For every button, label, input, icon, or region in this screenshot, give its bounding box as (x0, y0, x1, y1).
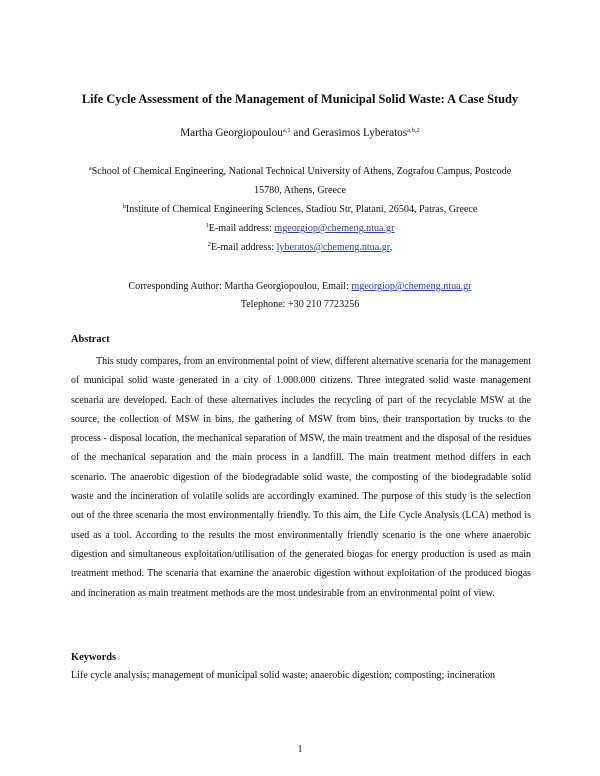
email-1-label: E-mail address: (208, 223, 275, 234)
abstract-body: This study compares, from an environmental point of view, different alternative scenaria for the management of municipal solid waste generated in a city of 1.000.000 citizens. Three integrated solid waste management scenaria are developed. Each of these alternatives includes the recycling of part of the recyclable MSW at the source, the collection of MSW in bins, the gathering of MSW from bins, their transportation by trucks to the process - disposal location, the mechanical separation of MSW, the main treatment and the disposal of the residues of the mechanical separation and the main process in a landfill. The main treatment method differs in each scenario. The anaerobic digestion of the biodegradable solid waste, the composting of the biodegradable solid waste and the incineration of volatile solids are accordingly examined. The purpose of this study is the selection out of the three scenaria the most environmentally friendly. To this aim, the Life Cycle Analysis (LCA) method is used as a tool. According to the results the most environmentally friendly scenario is the one where anaerobic digestion and simultaneous exploitation/utilisation of the generated biogas for energy production is used as main treatment method. The scenaria that examine the anaerobic digestion without exploitation of the produced biogas and incineration as main treatment methods are the most undesirable from an environmental point of view. (71, 356, 531, 599)
paper-title: Life Cycle Assessment of the Management of Municipal Solid Waste: A Case Study (81, 92, 519, 106)
author-1: Martha Georgiopoulou (180, 127, 283, 139)
page-number: 1 (297, 744, 303, 755)
author-2-affiliation-marker: a,b,2 (407, 127, 420, 134)
email-2-suffix: , (389, 242, 393, 253)
affiliation-a-marker: a (88, 165, 92, 172)
author-1-affiliation-marker: a,1 (282, 127, 291, 134)
keywords-heading: Keywords (71, 652, 117, 663)
affiliation-b-text: Institute of Chemical Engineering Sciences, Stadiou Str, Platani, 26504, Patras, Greece (125, 204, 478, 215)
email-2-marker: 2 (207, 241, 211, 248)
affiliation-b-marker: b (122, 203, 126, 210)
affiliation-a (60, 166, 540, 177)
affiliation-a-line-2: 15780, Athens, Greece (254, 185, 346, 196)
keywords-text: Life cycle analysis; management of municipal solid waste; anaerobic digestion; composting; incineration (71, 670, 496, 681)
affiliation-a-continued (60, 185, 540, 196)
email-2-label: E-mail address: (210, 242, 277, 253)
author-2: Gerasimos Lyberatos (312, 127, 408, 139)
corresponding-author-label: Corresponding Author: Martha Georgiopoulou, Email: (128, 281, 352, 292)
email-2-link[interactable]: lyberatos@chemeng.ntua.gr (276, 242, 390, 253)
email-1-marker: 1 (205, 222, 209, 229)
email-2-line (60, 242, 540, 253)
author-conjunction: and (290, 127, 313, 139)
email-1-link[interactable]: mgeorgiop@chemeng.ntua.gr (274, 223, 395, 234)
email-1-line (60, 223, 540, 234)
corresponding-email-link[interactable]: mgeorgiop@chemeng.ntua.gr (351, 281, 472, 292)
telephone: Telephone: +30 210 7723256 (240, 299, 360, 310)
author-line (0, 127, 600, 139)
affiliation-a-line-1: School of Chemical Engineering, National Technical University of Athens, Zografou Campus, Postcode (91, 166, 512, 177)
abstract-heading: Abstract (71, 334, 110, 345)
corresponding-author (0, 281, 600, 292)
affiliation-b (60, 204, 540, 215)
